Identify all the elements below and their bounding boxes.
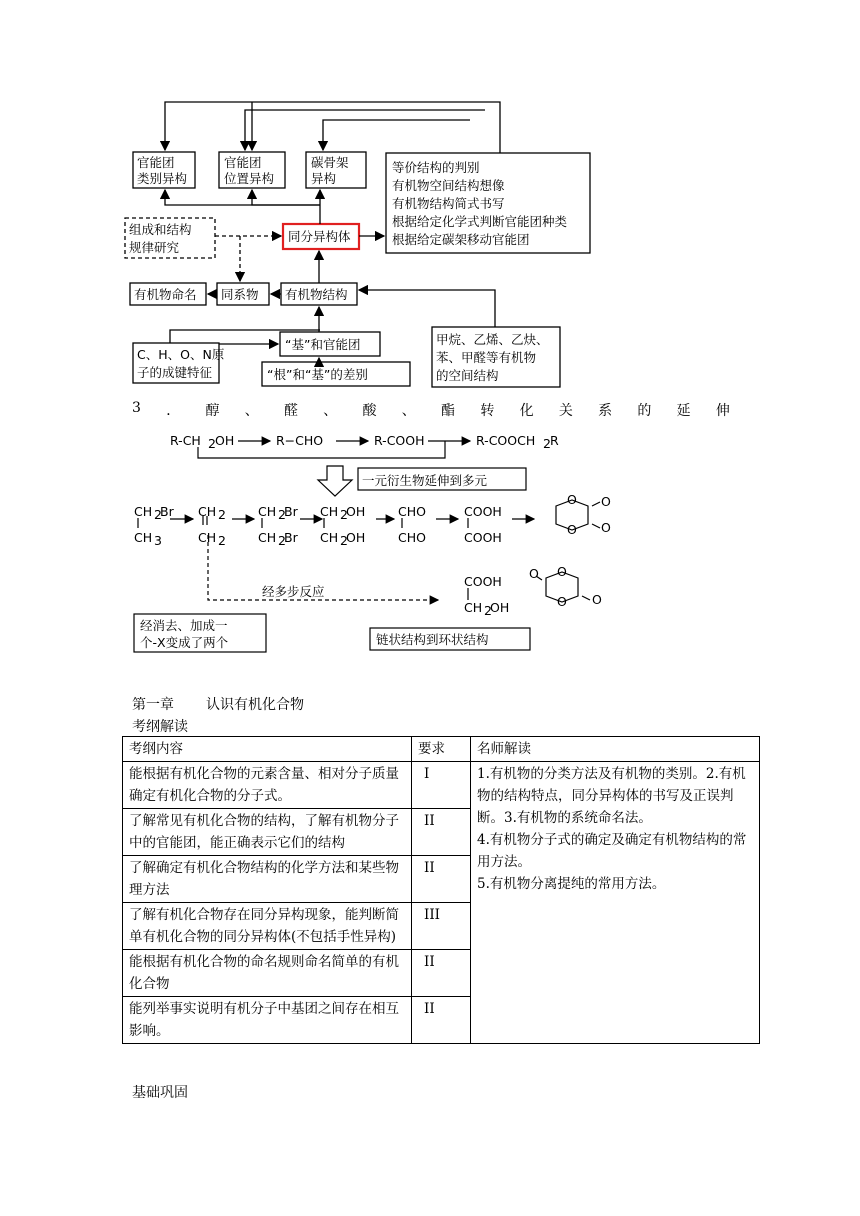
svg-text:有机物空间结构想像: 有机物空间结构想像: [392, 178, 505, 193]
table-row-content: 能列举事实说明有机分子中基团之间存在相互影响。: [123, 997, 412, 1044]
svg-text:2: 2: [278, 533, 286, 548]
svg-text:O: O: [592, 592, 602, 607]
svg-text:OH: OH: [346, 504, 366, 519]
svg-text:官能团: 官能团: [137, 155, 175, 170]
svg-text:R-COOH: R-COOH: [374, 433, 425, 448]
svg-text:等价结构的判别: 等价结构的判别: [392, 160, 480, 175]
table-row-content: 了解确定有机化合物结构的化学方法和某些物理方法: [123, 856, 412, 903]
svg-text:经消去、加成一: 经消去、加成一: [140, 618, 228, 633]
notes-cell: 1.有机物的分类方法及有机物的类别。2.有机物的结构特点，同分异构体的书写及正误判断。3.有机物的系统命名法。 4.有机物分子式的确定及确定有机物结构的常用方法。 5.有机物分离提纯的常用方法。: [471, 762, 760, 1044]
svg-text:类别异构: 类别异构: [137, 171, 188, 186]
svg-text:O: O: [529, 566, 539, 581]
box-kongjian: [436, 332, 549, 383]
footer-title: 基础巩固: [132, 1085, 188, 1101]
svg-text:个-X变成了两个: 个-X变成了两个: [140, 635, 229, 650]
kaogang-title: 考纲解读: [132, 719, 188, 735]
banner-text: 一元衍生物延伸到多元: [362, 473, 488, 488]
svg-text:CH: CH: [198, 504, 217, 519]
multistep-label: 经多步反应: [262, 584, 325, 599]
svg-text:OH: OH: [215, 433, 235, 448]
svg-text:COOH: COOH: [464, 574, 502, 589]
table-row-level: Ⅰ: [412, 762, 471, 809]
box-jiegou: 有机物结构: [285, 287, 348, 302]
svg-text:2: 2: [340, 507, 348, 522]
svg-text:R-COOCH: R-COOCH: [476, 433, 536, 448]
svg-text:O: O: [557, 564, 567, 579]
svg-text:CH: CH: [134, 530, 153, 545]
syllabus-table: [122, 736, 760, 1044]
header-content: 考纲内容: [123, 737, 412, 762]
chapter-heading: 第一章 认识有机化合物: [132, 697, 304, 713]
svg-text:C、H、O、N原: C、H、O、N原: [137, 347, 225, 362]
header-notes: 名师解读: [471, 737, 760, 762]
svg-text:O: O: [601, 494, 611, 509]
svg-text:Br: Br: [284, 504, 298, 519]
svg-text:CHO: CHO: [398, 504, 426, 519]
svg-text:R−CHO: R−CHO: [276, 433, 324, 448]
table-row-content: 了解常见有机化合物的结构，了解有机物分子中的官能团，能正确表示它们的结构: [123, 809, 412, 856]
svg-text:R: R: [550, 433, 559, 448]
section-3-heading: 3 ． 醇 、 醛 、 酸 、 酯 转 化 关 系 的 延 伸: [132, 400, 730, 419]
svg-text:有机物结构简式书写: 有机物结构简式书写: [392, 196, 505, 211]
svg-text:异构: 异构: [311, 171, 337, 186]
svg-text:CH: CH: [320, 504, 339, 519]
svg-text:2: 2: [484, 603, 492, 618]
svg-text:Br: Br: [284, 530, 298, 545]
svg-text:2: 2: [218, 507, 226, 522]
isomer-concept-diagram: [0, 0, 860, 400]
svg-text:O: O: [601, 520, 611, 535]
svg-text:CH: CH: [258, 530, 277, 545]
svg-text:3: 3: [154, 533, 162, 548]
box-tangu: [311, 155, 349, 186]
svg-text:2: 2: [208, 436, 216, 451]
svg-text:O: O: [567, 492, 577, 507]
header-level: 要求: [412, 737, 471, 762]
svg-text:甲烷、乙烯、乙炔、: 甲烷、乙烯、乙炔、: [436, 332, 549, 347]
svg-text:CH: CH: [134, 504, 153, 519]
svg-text:COOH: COOH: [464, 504, 502, 519]
svg-text:组成和结构: 组成和结构: [129, 222, 192, 237]
svg-text:CH: CH: [464, 600, 483, 615]
svg-text:Br: Br: [160, 504, 174, 519]
svg-text:官能团: 官能团: [224, 155, 262, 170]
svg-text:CHO: CHO: [398, 530, 426, 545]
table-row-level: II: [412, 950, 471, 997]
svg-text:链状结构到环状结构: 链状结构到环状结构: [376, 632, 489, 647]
svg-text:碳骨架: 碳骨架: [311, 155, 349, 170]
table-row-content: 能根据有机化合物的命名规则命名简单的有机化合物: [123, 950, 412, 997]
table-row-level: II: [412, 856, 471, 903]
table-row-level: III: [412, 903, 471, 950]
svg-text:2: 2: [278, 507, 286, 522]
table-row-level: II: [412, 997, 471, 1044]
box-tongxi: 同系物: [221, 287, 259, 302]
svg-text:OH: OH: [490, 600, 510, 615]
svg-text:CH: CH: [258, 504, 277, 519]
svg-text:O: O: [557, 594, 567, 609]
svg-text:2: 2: [218, 533, 226, 548]
svg-text:的空间结构: 的空间结构: [436, 368, 499, 383]
svg-text:O: O: [567, 522, 577, 537]
svg-text:2: 2: [340, 533, 348, 548]
svg-text:OH: OH: [346, 530, 366, 545]
svg-text:位置异构: 位置异构: [224, 171, 275, 186]
svg-text:2: 2: [543, 436, 551, 451]
svg-text:规律研究: 规律研究: [129, 240, 180, 255]
box-genji: “根”和“基”的差别: [267, 367, 368, 382]
box-center: 同分异构体: [288, 229, 351, 244]
svg-text:根据给定碳架移动官能团: 根据给定碳架移动官能团: [392, 232, 530, 247]
table-row-content: 能根据有机化合物的元素含量、相对分子质量确定有机化合物的分子式。: [123, 762, 412, 809]
table-row-level: II: [412, 809, 471, 856]
box-chon: [137, 347, 225, 380]
svg-text:子的成键特征: 子的成键特征: [137, 365, 213, 380]
svg-text:R-CH: R-CH: [170, 433, 201, 448]
box-ji: “基”和官能团: [285, 337, 361, 352]
svg-text:苯、甲醛等有机物: 苯、甲醛等有机物: [436, 350, 537, 365]
box-right-list: [392, 160, 568, 247]
svg-text:CH: CH: [320, 530, 339, 545]
svg-text:2: 2: [154, 507, 162, 522]
box-weizhi: [224, 155, 275, 186]
box-mingming: 有机物命名: [134, 287, 197, 302]
svg-text:CH: CH: [198, 530, 217, 545]
svg-text:根据给定化学式判断官能团种类: 根据给定化学式判断官能团种类: [392, 214, 568, 229]
box-zucheng: [129, 222, 192, 255]
conversion-diagram: [0, 420, 860, 680]
table-row-content: 了解有机化合物存在同分异构现象，能判断简单有机化合物的同分异构体(不包括手性异构): [123, 903, 412, 950]
box-leibie: [137, 155, 188, 186]
svg-text:COOH: COOH: [464, 530, 502, 545]
